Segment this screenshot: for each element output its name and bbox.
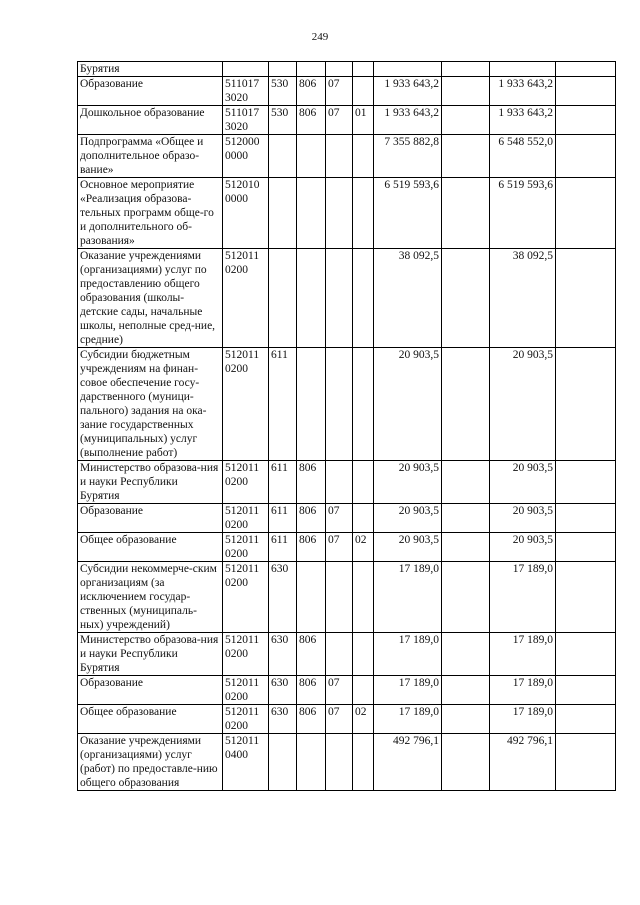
row-amount-cell: 20 903,5 [374,461,442,504]
table-row [78,676,616,705]
row-empty-2-cell [556,135,616,178]
row-expense-type-cell: 611 [269,461,297,504]
row-empty-2-cell [556,633,616,676]
row-amount-2-cell: 17 189,0 [490,562,556,633]
row-amount-2-cell: 6 519 593,6 [490,178,556,249]
row-amount-cell: 492 796,1 [374,734,442,791]
row-empty-cell [442,62,490,77]
row-empty-2-cell [556,348,616,461]
row-empty-2-cell [556,106,616,135]
row-empty-2-cell [556,504,616,533]
row-department-cell: 806 [297,676,326,705]
row-amount-2-cell: 20 903,5 [490,348,556,461]
row-amount-2-cell: 38 092,5 [490,249,556,348]
row-section-cell [326,461,353,504]
row-department-cell [297,734,326,791]
row-code-cell: 512011 0200 [223,705,269,734]
row-subsection-cell [353,249,374,348]
table-row [78,77,616,106]
budget-table [77,61,616,791]
row-empty-cell [442,178,490,249]
row-empty-cell [442,106,490,135]
row-name-cell: Министерство образова-ния и науки Республики Бурятия [78,633,223,676]
row-subsection-cell: 02 [353,705,374,734]
row-empty-cell [442,533,490,562]
row-amount-cell: 1 933 643,2 [374,106,442,135]
row-section-cell [326,633,353,676]
row-section-cell: 07 [326,705,353,734]
table-row [78,62,616,77]
row-department-cell: 806 [297,461,326,504]
row-department-cell [297,62,326,77]
row-empty-cell [442,734,490,791]
row-expense-type-cell [269,249,297,348]
row-subsection-cell [353,504,374,533]
row-empty-2-cell [556,533,616,562]
row-section-cell: 07 [326,106,353,135]
row-section-cell [326,562,353,633]
row-amount-2-cell: 1 933 643,2 [490,77,556,106]
row-department-cell: 806 [297,106,326,135]
row-name-cell: Общее образование [78,705,223,734]
row-amount-2-cell: 17 189,0 [490,676,556,705]
row-code-cell: 512011 0200 [223,461,269,504]
row-empty-2-cell [556,62,616,77]
row-amount-2-cell [490,62,556,77]
row-section-cell [326,249,353,348]
table-row [78,178,616,249]
row-name-cell: Субсидии бюджетным учреждениям на финан-совое обеспечение госу-дарственного (муници-пального) задания на ока-зание государственных (муниципальных) услуг (выполнение работ) [78,348,223,461]
row-department-cell: 806 [297,504,326,533]
row-department-cell [297,348,326,461]
row-amount-cell: 38 092,5 [374,249,442,348]
row-department-cell: 806 [297,705,326,734]
row-empty-cell [442,77,490,106]
row-amount-2-cell: 20 903,5 [490,461,556,504]
row-empty-cell [442,562,490,633]
row-amount-cell: 1 933 643,2 [374,77,442,106]
row-name-cell: Оказание учреждениями (организациями) услуг по предоставлению общего образования (школы-детские сады, начальные школы, неполные сред-ние, средние) [78,249,223,348]
row-department-cell [297,249,326,348]
row-empty-2-cell [556,461,616,504]
table-row [78,249,616,348]
row-department-cell: 806 [297,533,326,562]
row-section-cell: 07 [326,676,353,705]
row-amount-cell: 17 189,0 [374,676,442,705]
row-name-cell: Дошкольное образование [78,106,223,135]
row-amount-cell: 20 903,5 [374,533,442,562]
row-empty-cell [442,461,490,504]
row-amount-2-cell: 1 933 643,2 [490,106,556,135]
row-name-cell: Образование [78,676,223,705]
row-expense-type-cell: 611 [269,533,297,562]
row-amount-cell [374,62,442,77]
table-row [78,348,616,461]
row-department-cell [297,562,326,633]
row-amount-cell: 20 903,5 [374,504,442,533]
row-code-cell: 512011 0200 [223,533,269,562]
row-subsection-cell [353,562,374,633]
row-section-cell [326,734,353,791]
row-subsection-cell [353,62,374,77]
row-empty-2-cell [556,178,616,249]
row-code-cell: 512011 0200 [223,562,269,633]
row-section-cell [326,178,353,249]
row-subsection-cell [353,135,374,178]
row-subsection-cell [353,734,374,791]
row-empty-cell [442,135,490,178]
row-subsection-cell [353,348,374,461]
row-section-cell [326,62,353,77]
row-amount-2-cell: 492 796,1 [490,734,556,791]
table-body [78,62,616,791]
table-row [78,504,616,533]
row-code-cell: 512011 0200 [223,348,269,461]
row-empty-cell [442,348,490,461]
row-expense-type-cell: 630 [269,705,297,734]
page-number: 249 [311,31,329,43]
row-empty-2-cell [556,676,616,705]
row-subsection-cell [353,461,374,504]
row-name-cell: Общее образование [78,533,223,562]
row-amount-2-cell: 17 189,0 [490,705,556,734]
row-empty-2-cell [556,734,616,791]
table-row [78,461,616,504]
row-expense-type-cell: 630 [269,676,297,705]
row-code-cell: 512011 0200 [223,633,269,676]
table-row [78,135,616,178]
row-code-cell: 512011 0200 [223,676,269,705]
row-subsection-cell [353,676,374,705]
row-expense-type-cell: 611 [269,504,297,533]
row-subsection-cell: 01 [353,106,374,135]
table-row [78,734,616,791]
row-name-cell: Оказание учреждениями (организациями) услуг (работ) по предоставле-нию общего образования [78,734,223,791]
table-row [78,533,616,562]
row-empty-cell [442,633,490,676]
row-amount-2-cell: 6 548 552,0 [490,135,556,178]
row-name-cell: Подпрограмма «Общее и дополнительное образо-вание» [78,135,223,178]
row-expense-type-cell [269,178,297,249]
row-amount-2-cell: 20 903,5 [490,504,556,533]
row-code-cell [223,62,269,77]
row-subsection-cell: 02 [353,533,374,562]
row-department-cell [297,135,326,178]
row-name-cell: Министерство образова-ния и науки Республики Бурятия [78,461,223,504]
row-empty-cell [442,705,490,734]
row-amount-cell: 17 189,0 [374,562,442,633]
table-row [78,562,616,633]
row-department-cell: 806 [297,77,326,106]
row-expense-type-cell [269,734,297,791]
row-subsection-cell [353,178,374,249]
row-section-cell: 07 [326,504,353,533]
row-department-cell [297,178,326,249]
row-expense-type-cell: 611 [269,348,297,461]
table-row [78,705,616,734]
row-subsection-cell [353,77,374,106]
row-code-cell: 512011 0400 [223,734,269,791]
row-empty-cell [442,676,490,705]
row-amount-cell: 17 189,0 [374,633,442,676]
row-amount-cell: 20 903,5 [374,348,442,461]
row-code-cell: 512011 0200 [223,504,269,533]
row-code-cell: 511017 3020 [223,77,269,106]
row-name-cell: Субсидии некоммерче-ским организациям (за исключением государ-ственных (муниципаль-ных) учреждений) [78,562,223,633]
row-section-cell: 07 [326,77,353,106]
row-expense-type-cell: 530 [269,77,297,106]
row-amount-2-cell: 17 189,0 [490,633,556,676]
row-code-cell: 511017 3020 [223,106,269,135]
row-amount-cell: 17 189,0 [374,705,442,734]
row-section-cell: 07 [326,533,353,562]
row-expense-type-cell: 630 [269,633,297,676]
row-amount-cell: 7 355 882,8 [374,135,442,178]
row-code-cell: 512011 0200 [223,249,269,348]
row-empty-cell [442,249,490,348]
row-expense-type-cell: 530 [269,106,297,135]
row-expense-type-cell: 630 [269,562,297,633]
row-department-cell: 806 [297,633,326,676]
row-section-cell [326,348,353,461]
row-section-cell [326,135,353,178]
row-empty-cell [442,504,490,533]
row-name-cell: Образование [78,504,223,533]
row-subsection-cell [353,633,374,676]
row-empty-2-cell [556,249,616,348]
row-empty-2-cell [556,705,616,734]
row-empty-2-cell [556,562,616,633]
row-amount-2-cell: 20 903,5 [490,533,556,562]
row-name-cell: Бурятия [78,62,223,77]
row-expense-type-cell [269,135,297,178]
row-empty-2-cell [556,77,616,106]
row-expense-type-cell [269,62,297,77]
row-name-cell: Основное мероприятие «Реализация образова-тельных программ обще-го и дополнительного об-разования» [78,178,223,249]
row-amount-cell: 6 519 593,6 [374,178,442,249]
table-row [78,106,616,135]
table-row [78,633,616,676]
row-name-cell: Образование [78,77,223,106]
row-code-cell: 512000 0000 [223,135,269,178]
row-code-cell: 512010 0000 [223,178,269,249]
